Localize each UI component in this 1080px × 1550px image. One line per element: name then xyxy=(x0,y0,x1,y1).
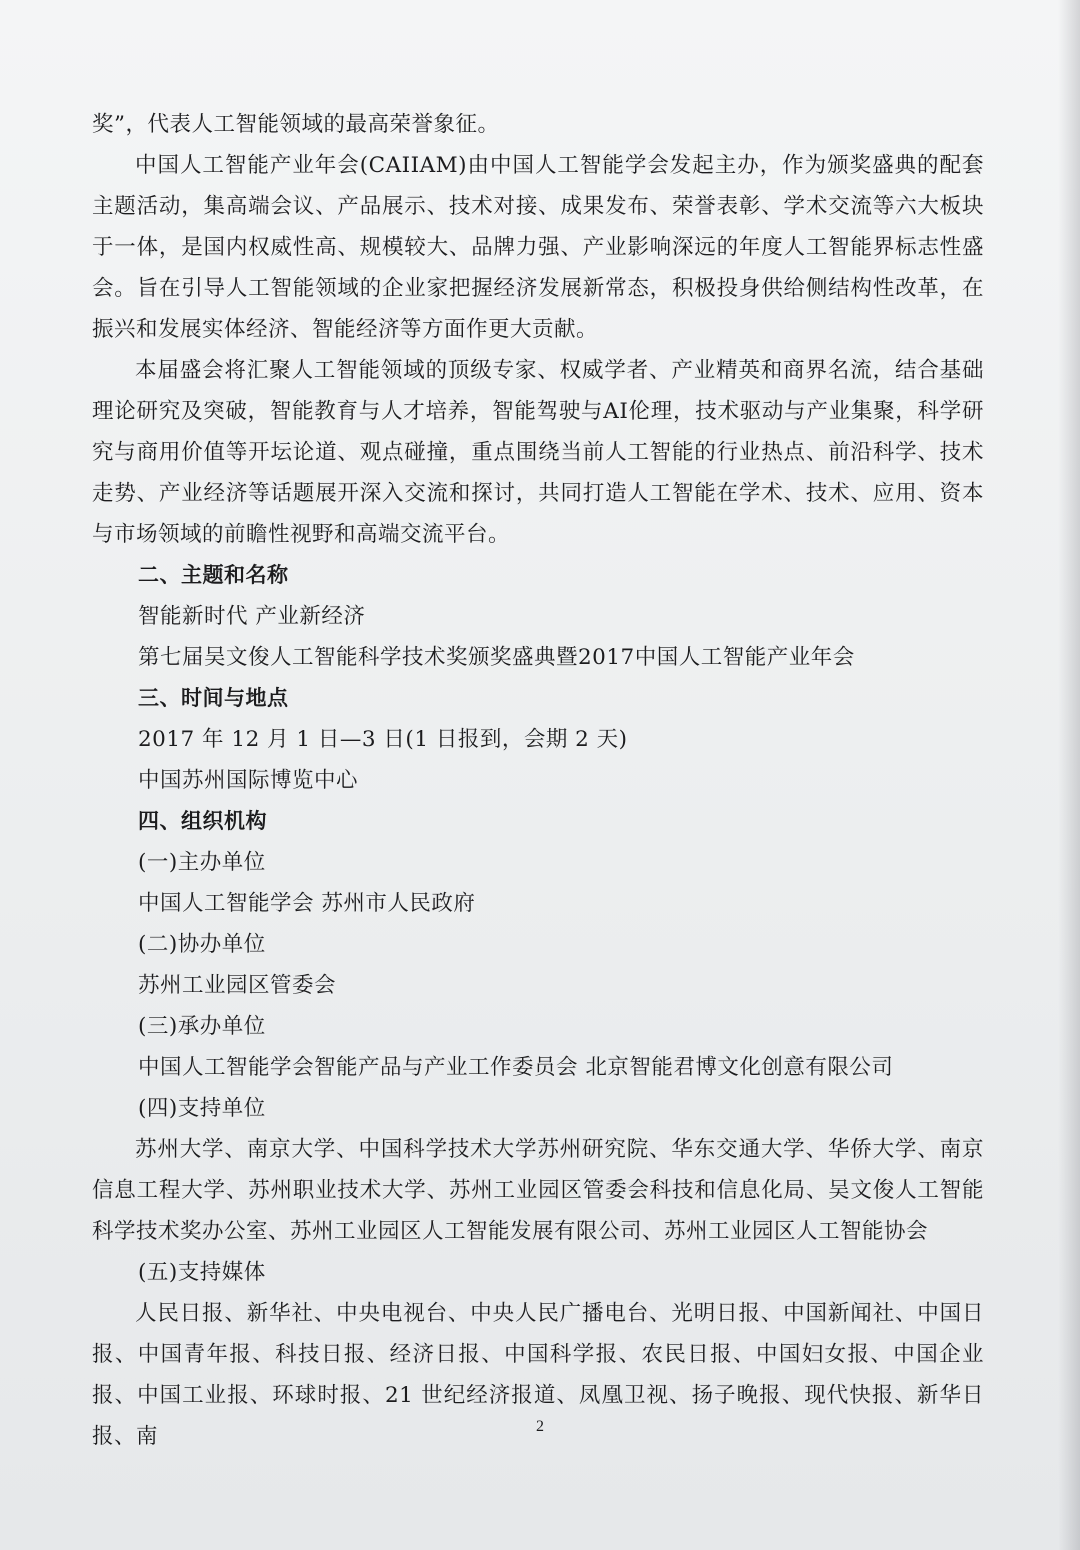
section-heading-organization: 四、组织机构 xyxy=(138,809,267,833)
theme-text: 智能新时代 产业新经济 xyxy=(138,604,366,629)
host-text: 中国人工智能学会 苏州市人民政府 xyxy=(138,891,476,916)
event-time-text: 2017 年 12 月 1 日—3 日(1 日报到，会期 2 天) xyxy=(138,727,628,752)
page-number: 2 xyxy=(536,1418,544,1435)
event-name-text: 第七届吴文俊人工智能科学技术奖颁奖盛典暨2017中国人工智能产业年会 xyxy=(138,645,855,670)
section-heading-time-place: 三、时间与地点 xyxy=(138,686,289,710)
paragraph-caiiam-intro: 中国人工智能产业年会(CAIIAM)由中国人工智能学会发起主办，作为颁奖盛典的配套主题活动，集高端会议、产品展示、技术对接、成果发布、荣誉表彰、学术交流等六大板块于一体，是国内权威性高、规模较大、品牌力强、产业影响深远的年度人工智能界标志性盛会。旨在引导人工智能领域的企业家把握经济发展新常态，积极投身供给侧结构性改革，在振兴和发展实体经济、智能经济等方面作更大贡献。 xyxy=(92,153,984,342)
support-units-label: (四)支持单位 xyxy=(138,1096,266,1121)
support-media-label: (五)支持媒体 xyxy=(138,1260,266,1285)
organizer-label: (三)承办单位 xyxy=(138,1014,266,1039)
support-units-text: 苏州大学、南京大学、中国科学技术大学苏州研究院、华东交通大学、华侨大学、南京信息工程大学、苏州职业技术大学、苏州工业园区管委会科技和信息化局、吴文俊人工智能科学技术奖办公室、苏州工业园区人工智能发展有限公司、苏州工业园区人工智能协会 xyxy=(92,1137,984,1244)
paragraph-conference-overview: 本届盛会将汇聚人工智能领域的顶级专家、权威学者、产业精英和商界名流，结合基础理论研究及突破，智能教育与人才培养，智能驾驶与AI伦理，技术驱动与产业集聚，科学研究与商用价值等开坛论道、观点碰撞，重点围绕当前人工智能的行业热点、前沿科学、技术走势、产业经济等话题展开深入交流和探讨，共同打造人工智能在学术、技术、应用、资本与市场领域的前瞻性视野和高端交流平台。 xyxy=(92,358,984,547)
paragraph-award-continuation: 奖”，代表人工智能领域的最高荣誉象征。 xyxy=(92,112,500,137)
organizer-text: 中国人工智能学会智能产品与产业工作委员会 北京智能君博文化创意有限公司 xyxy=(138,1055,894,1080)
co-organizer-text: 苏州工业园区管委会 xyxy=(138,973,337,998)
section-heading-theme: 二、主题和名称 xyxy=(138,563,289,587)
document-body xyxy=(92,104,984,1457)
event-place-text: 中国苏州国际博览中心 xyxy=(138,768,359,793)
support-media-text: 人民日报、新华社、中央电视台、中央人民广播电台、光明日报、中国新闻社、中国日报、中国青年报、科技日报、经济日报、中国科学报、农民日报、中国妇女报、中国企业报、中国工业报、环球时报、21 世纪经济报道、凤凰卫视、扬子晚报、现代快报、新华日报、南 xyxy=(92,1301,984,1449)
host-label: (一)主办单位 xyxy=(138,850,266,875)
co-organizer-label: (二)协办单位 xyxy=(138,932,266,957)
